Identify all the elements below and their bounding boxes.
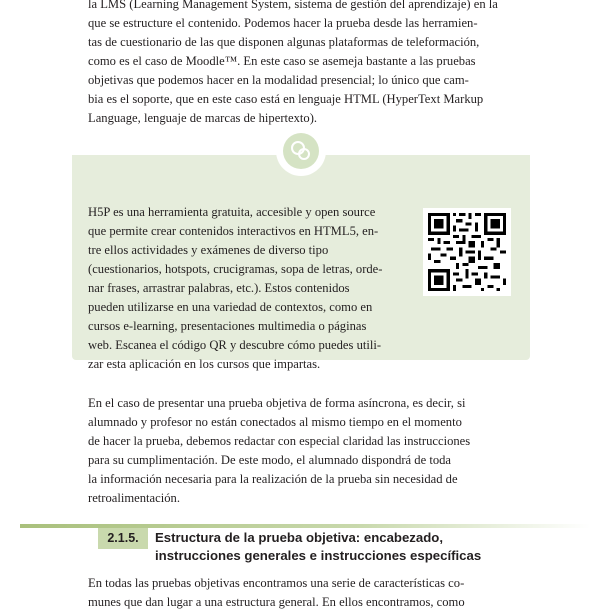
text-line: como es el caso de Moodle™. En este caso se asemeja bastante a las pruebas xyxy=(88,54,476,68)
text-line: pueden utilizarse en una variedad de contextos, como en xyxy=(88,300,373,314)
text-line: bia es el soporte, que en este caso está en lenguaje HTML (HyperText Markup xyxy=(88,92,484,106)
text-line: la LMS (Learning Management System, sistema de gestión del aprendizaje) en la xyxy=(88,0,498,11)
section-title-line: Estructura de la prueba objetiva: encabezado, xyxy=(155,530,444,545)
intro-paragraph xyxy=(88,0,512,128)
closing-paragraph xyxy=(88,574,512,612)
text-line: la información necesaria para la realización de la prueba sin necesidad de xyxy=(88,472,458,486)
text-line: para su cumplimentación. De este modo, el alumnado dispondrá de toda xyxy=(88,453,452,467)
text-line: tas de cuestionario de las que disponen algunas plataformas de teleformación, xyxy=(88,35,480,49)
text-line: que se estructure el contenido. Podemos hacer la prueba desde las herramien- xyxy=(88,16,478,30)
text-line: alumnado y profesor no están conectados al mismo tiempo en el momento xyxy=(88,415,462,429)
text-line: retroalimentación. xyxy=(88,491,180,505)
qr-code-icon xyxy=(428,213,506,291)
text-line: En todas las pruebas objetivas encontramos una serie de características co- xyxy=(88,576,465,590)
text-line: web. Escanea el código QR y descubre cómo puedes utili- xyxy=(88,338,382,352)
text-line: de hacer la prueba, debemos redactar con especial claridad las instrucciones xyxy=(88,434,471,448)
callout-icon-badge xyxy=(276,126,326,176)
qr-code[interactable] xyxy=(423,208,511,296)
text-line: H5P es una herramienta gratuita, accesible y open source xyxy=(88,205,376,219)
text-line: nar frases, arrastrar palabras, etc.). Estos contenidos xyxy=(88,281,350,295)
text-line: zar esta aplicación en los cursos que impartas. xyxy=(88,357,321,371)
text-line: cursos e-learning, presentaciones multimedia o páginas xyxy=(88,319,367,333)
text-line: tre ellos actividades y exámenes de diverso tipo xyxy=(88,243,329,257)
text-line: que permite crear contenidos interactivos en HTML5, en- xyxy=(88,224,379,238)
text-line: munes que dan lugar a una estructura general. En ellos encontramos, como xyxy=(88,595,465,609)
section-number: 2.1.5. xyxy=(98,528,148,549)
text-line: (cuestionarios, hotspots, crucigramas, sopa de letras, orde- xyxy=(88,262,383,276)
callout-text xyxy=(88,203,406,374)
section-title-line: instrucciones generales e instrucciones específicas xyxy=(155,548,482,563)
text-line: En el caso de presentar una prueba objetiva de forma asíncrona, es decir, si xyxy=(88,396,466,410)
body-paragraph xyxy=(88,394,512,508)
section-title xyxy=(155,529,535,565)
text-line: Language, lenguaje de marcas de hipertexto). xyxy=(88,111,318,125)
text-line: objetivas que podemos hacer en la modalidad presencial; lo único que cam- xyxy=(88,73,469,87)
link-search-icon xyxy=(289,139,313,163)
